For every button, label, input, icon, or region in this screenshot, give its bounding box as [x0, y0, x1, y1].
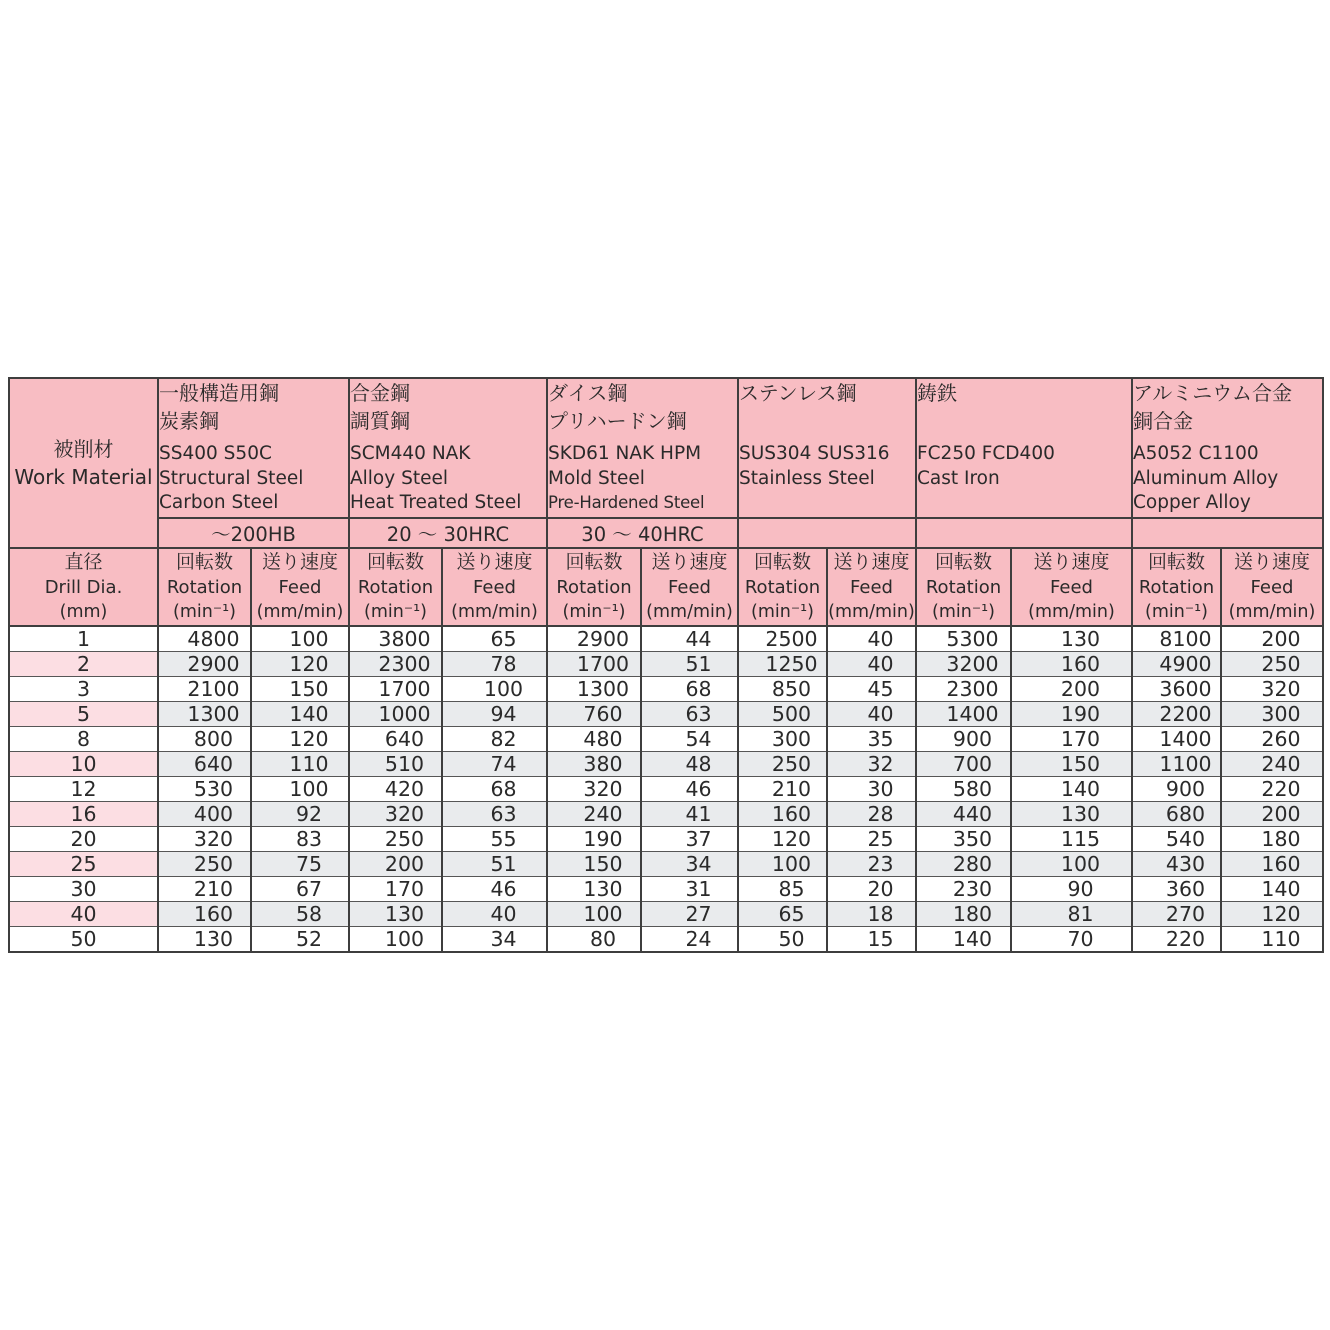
dia-header-unit: (mm) — [59, 601, 108, 622]
rotation-cell: 160 — [158, 902, 251, 927]
rotation-header-jp: 回転数 — [934, 550, 992, 573]
feed-cell: 68 — [442, 777, 547, 802]
material-header-cell — [738, 378, 916, 518]
material-name-en2: Copper Alloy — [1133, 492, 1251, 513]
material-header-cell — [547, 378, 738, 518]
feed-cell: 115 — [1011, 827, 1132, 852]
rotation-cell: 2300 — [349, 652, 442, 677]
material-codes: SUS304 SUS316 — [739, 443, 890, 464]
rotation-column-header — [547, 548, 641, 626]
rotation-cell: 140 — [916, 927, 1011, 953]
material-name-en: Alloy Steel — [350, 467, 448, 489]
feed-header-en: Feed — [850, 576, 893, 598]
table-row — [9, 777, 1323, 802]
feed-cell: 100 — [251, 626, 349, 652]
rotation-cell: 440 — [916, 802, 1011, 827]
rotation-cell: 2500 — [738, 626, 827, 652]
material-name-jp: ステンレス鋼 — [739, 381, 857, 405]
feed-header-unit: (mm/min) — [451, 601, 538, 622]
material-header-cell — [158, 378, 349, 518]
table-row — [9, 727, 1323, 752]
material-jp-block — [548, 379, 737, 442]
rotation-cell: 120 — [738, 827, 827, 852]
feed-header-en: Feed — [278, 576, 322, 598]
material-name-en2: Pre-Hardened Steel — [548, 493, 705, 512]
material-name-jp: 一般構造用鋼 — [159, 381, 279, 405]
material-header-cell — [916, 378, 1132, 518]
rotation-cell: 3800 — [349, 626, 442, 652]
feed-cell: 51 — [641, 652, 738, 677]
feed-cell: 70 — [1011, 927, 1132, 953]
material-name-jp: アルミニウム合金 — [1133, 381, 1292, 405]
rotation-cell: 8100 — [1132, 626, 1221, 652]
feed-cell: 65 — [442, 626, 547, 652]
feed-cell: 180 — [1221, 827, 1323, 852]
hardness-cell: 30 ～ 40HRC — [547, 518, 738, 548]
rotation-cell: 700 — [916, 752, 1011, 777]
rotation-cell: 500 — [738, 702, 827, 727]
feed-cell: 52 — [251, 927, 349, 953]
table-row — [9, 852, 1323, 877]
feed-cell: 220 — [1221, 777, 1323, 802]
material-codes: SKD61 NAK HPM — [548, 443, 702, 464]
material-name-jp: ダイス鋼 — [548, 381, 628, 405]
feed-cell: 200 — [1221, 802, 1323, 827]
material-jp-block — [159, 379, 348, 442]
table-row — [9, 827, 1323, 852]
feed-cell: 67 — [251, 877, 349, 902]
rotation-cell: 640 — [158, 752, 251, 777]
rotation-cell: 580 — [916, 777, 1011, 802]
table-row — [9, 902, 1323, 927]
feed-header-jp: 送り速度 — [456, 550, 533, 573]
feed-column-header — [251, 548, 349, 626]
table-row — [9, 626, 1323, 652]
rotation-cell: 250 — [349, 827, 442, 852]
feed-cell: 300 — [1221, 702, 1323, 727]
feed-cell: 150 — [251, 677, 349, 702]
rotation-column-header — [1132, 548, 1221, 626]
rotation-cell: 680 — [1132, 802, 1221, 827]
rotation-cell: 320 — [349, 802, 442, 827]
feed-cell: 40 — [827, 626, 916, 652]
table-container — [8, 377, 1324, 953]
feed-cell: 48 — [641, 752, 738, 777]
drill-dia-cell: 25 — [9, 852, 158, 877]
rotation-cell: 540 — [1132, 827, 1221, 852]
feed-cell: 100 — [1011, 852, 1132, 877]
rotation-cell: 250 — [158, 852, 251, 877]
rotation-header-jp: 回転数 — [565, 550, 623, 573]
hardness-cell: ～200HB — [158, 518, 349, 548]
feed-cell: 35 — [827, 727, 916, 752]
material-name-jp2: 炭素鋼 — [159, 409, 219, 433]
feed-cell: 51 — [442, 852, 547, 877]
drill-dia-cell: 3 — [9, 677, 158, 702]
feed-cell: 45 — [827, 677, 916, 702]
rotation-header-unit: (min⁻¹) — [364, 601, 427, 622]
feed-cell: 32 — [827, 752, 916, 777]
rotation-header-unit: (min⁻¹) — [932, 601, 995, 622]
feed-cell: 130 — [1011, 626, 1132, 652]
rotation-cell: 320 — [547, 777, 641, 802]
rotation-cell: 210 — [738, 777, 827, 802]
table-row — [9, 702, 1323, 727]
rotation-cell: 1250 — [738, 652, 827, 677]
rotation-header-unit: (min⁻¹) — [562, 601, 626, 622]
feed-cell: 28 — [827, 802, 916, 827]
rotation-header-en: Rotation — [556, 576, 632, 598]
drill-dia-cell: 40 — [9, 902, 158, 927]
feed-cell: 34 — [641, 852, 738, 877]
rotation-header-unit: (min⁻¹) — [173, 601, 236, 622]
feed-cell: 90 — [1011, 877, 1132, 902]
material-jp-block — [739, 379, 915, 442]
rotation-cell: 2200 — [1132, 702, 1221, 727]
feed-cell: 320 — [1221, 677, 1323, 702]
feed-header-en: Feed — [668, 576, 711, 598]
rotation-cell: 400 — [158, 802, 251, 827]
feed-cell: 83 — [251, 827, 349, 852]
feed-cell: 81 — [1011, 902, 1132, 927]
feed-header-unit: (mm/min) — [1228, 601, 1316, 622]
feed-header-jp: 送り速度 — [1233, 550, 1310, 573]
feed-cell: 240 — [1221, 752, 1323, 777]
material-name-en: Aluminum Alloy — [1133, 467, 1279, 489]
feed-header-jp: 送り速度 — [1033, 550, 1110, 573]
material-name-en: Mold Steel — [548, 467, 645, 489]
machining-conditions-table — [8, 377, 1324, 953]
material-name-en2: Carbon Steel — [159, 492, 279, 513]
rotation-header-jp: 回転数 — [753, 550, 811, 573]
rotation-cell: 170 — [349, 877, 442, 902]
rotation-cell: 1100 — [1132, 752, 1221, 777]
rotation-cell: 4900 — [1132, 652, 1221, 677]
drill-dia-cell: 12 — [9, 777, 158, 802]
feed-cell: 55 — [442, 827, 547, 852]
feed-cell: 75 — [251, 852, 349, 877]
rotation-cell: 200 — [349, 852, 442, 877]
rotation-cell: 100 — [349, 927, 442, 953]
rotation-header-en: Rotation — [166, 576, 243, 598]
rotation-cell: 65 — [738, 902, 827, 927]
rotation-cell: 800 — [158, 727, 251, 752]
material-name-jp: 合金鋼 — [350, 381, 410, 405]
rotation-cell: 1000 — [349, 702, 442, 727]
hardness-row — [9, 518, 1323, 548]
rotation-cell: 1400 — [916, 702, 1011, 727]
rotation-header-jp: 回転数 — [366, 550, 424, 573]
drill-dia-cell: 2 — [9, 652, 158, 677]
feed-cell: 46 — [442, 877, 547, 902]
feed-cell: 170 — [1011, 727, 1132, 752]
feed-cell: 130 — [1011, 802, 1132, 827]
feed-header-unit: (mm/min) — [256, 601, 344, 622]
drill-dia-cell: 5 — [9, 702, 158, 727]
feed-cell: 27 — [641, 902, 738, 927]
rotation-cell: 2300 — [916, 677, 1011, 702]
feed-cell: 63 — [442, 802, 547, 827]
feed-header-en: Feed — [1050, 576, 1093, 598]
rotation-cell: 1300 — [158, 702, 251, 727]
drill-dia-cell: 20 — [9, 827, 158, 852]
table-row — [9, 677, 1323, 702]
hardness-cell: 20 ～ 30HRC — [349, 518, 547, 548]
rotation-cell: 2100 — [158, 677, 251, 702]
feed-cell: 30 — [827, 777, 916, 802]
rotation-column-header — [916, 548, 1011, 626]
rotation-cell: 160 — [738, 802, 827, 827]
hardness-cell — [738, 518, 916, 548]
material-codes: SCM440 NAK — [350, 443, 471, 464]
rotation-cell: 510 — [349, 752, 442, 777]
material-header-cell — [1132, 378, 1323, 518]
feed-cell: 40 — [827, 702, 916, 727]
feed-cell: 120 — [251, 727, 349, 752]
feed-cell: 160 — [1221, 852, 1323, 877]
feed-cell: 15 — [827, 927, 916, 953]
table-row — [9, 752, 1323, 777]
feed-cell: 18 — [827, 902, 916, 927]
rotation-cell: 100 — [738, 852, 827, 877]
drill-dia-cell: 1 — [9, 626, 158, 652]
table-row — [9, 927, 1323, 953]
rotation-cell: 2900 — [547, 626, 641, 652]
rotation-cell: 1400 — [1132, 727, 1221, 752]
rotation-cell: 350 — [916, 827, 1011, 852]
feed-cell: 74 — [442, 752, 547, 777]
rotation-cell: 900 — [1132, 777, 1221, 802]
material-name-en: Stainless Steel — [739, 467, 875, 489]
rotation-cell: 1700 — [349, 677, 442, 702]
feed-cell: 54 — [641, 727, 738, 752]
rotation-cell: 760 — [547, 702, 641, 727]
feed-header-en: Feed — [1250, 576, 1294, 598]
feed-header-jp: 送り速度 — [651, 550, 728, 573]
feed-header-jp: 送り速度 — [833, 550, 910, 573]
work-material-label-en: Work Material — [14, 465, 153, 489]
work-material-header-cell — [9, 378, 158, 548]
rotation-column-header — [738, 548, 827, 626]
feed-cell: 260 — [1221, 727, 1323, 752]
feed-cell: 40 — [442, 902, 547, 927]
drill-dia-cell: 16 — [9, 802, 158, 827]
rotation-header-jp: 回転数 — [1147, 550, 1205, 573]
rotation-cell: 430 — [1132, 852, 1221, 877]
feed-column-header — [827, 548, 916, 626]
rotation-header-en: Rotation — [357, 576, 434, 598]
feed-cell: 100 — [442, 677, 547, 702]
feed-cell: 82 — [442, 727, 547, 752]
rotation-cell: 530 — [158, 777, 251, 802]
feed-cell: 23 — [827, 852, 916, 877]
rotation-cell: 80 — [547, 927, 641, 953]
rotation-cell: 2900 — [158, 652, 251, 677]
rotation-cell: 270 — [1132, 902, 1221, 927]
feed-cell: 100 — [251, 777, 349, 802]
feed-column-header — [1011, 548, 1132, 626]
dia-header-jp: 直径 — [64, 550, 103, 573]
rotation-cell: 320 — [158, 827, 251, 852]
material-name-en2: Heat Treated Steel — [350, 492, 522, 513]
feed-cell: 250 — [1221, 652, 1323, 677]
rotation-header-en: Rotation — [925, 576, 1002, 598]
feed-header-unit: (mm/min) — [828, 601, 915, 622]
feed-column-header — [1221, 548, 1323, 626]
feed-cell: 40 — [827, 652, 916, 677]
drill-dia-cell: 30 — [9, 877, 158, 902]
material-name-jp2: 銅合金 — [1133, 409, 1193, 433]
rotation-cell: 1700 — [547, 652, 641, 677]
feed-cell: 110 — [251, 752, 349, 777]
rotation-cell: 130 — [349, 902, 442, 927]
rotation-cell: 3200 — [916, 652, 1011, 677]
rotation-cell: 420 — [349, 777, 442, 802]
rotation-cell: 280 — [916, 852, 1011, 877]
table-row — [9, 802, 1323, 827]
drill-dia-cell: 50 — [9, 927, 158, 953]
material-name-jp2: プリハードン鋼 — [548, 409, 687, 433]
drill-dia-cell: 10 — [9, 752, 158, 777]
rotation-cell: 230 — [916, 877, 1011, 902]
feed-cell: 46 — [641, 777, 738, 802]
rotation-header-unit: (min⁻¹) — [1145, 601, 1208, 622]
material-codes: FC250 FCD400 — [917, 443, 1055, 464]
dia-header-en: Drill Dia. — [44, 576, 123, 598]
rotation-cell: 480 — [547, 727, 641, 752]
drill-dia-cell: 8 — [9, 727, 158, 752]
hardness-cell — [1132, 518, 1323, 548]
feed-cell: 190 — [1011, 702, 1132, 727]
feed-column-header — [641, 548, 738, 626]
material-jp-block — [350, 379, 546, 442]
rotation-header-en: Rotation — [1138, 576, 1215, 598]
work-material-label-jp: 被削材 — [53, 437, 114, 461]
feed-cell: 140 — [251, 702, 349, 727]
feed-cell: 58 — [251, 902, 349, 927]
table-row — [9, 652, 1323, 677]
feed-cell: 160 — [1011, 652, 1132, 677]
rotation-column-header — [158, 548, 251, 626]
feed-cell: 140 — [1011, 777, 1132, 802]
feed-cell: 68 — [641, 677, 738, 702]
dia-column-header — [9, 548, 158, 626]
feed-cell: 44 — [641, 626, 738, 652]
rotation-cell: 130 — [158, 927, 251, 953]
material-jp-block — [917, 379, 1131, 442]
feed-cell: 140 — [1221, 877, 1323, 902]
rotation-cell: 50 — [738, 927, 827, 953]
material-name-jp: 鋳鉄 — [917, 381, 957, 405]
column-header-row — [9, 548, 1323, 626]
feed-header-jp: 送り速度 — [261, 550, 338, 573]
feed-cell: 20 — [827, 877, 916, 902]
material-codes: A5052 C1100 — [1133, 443, 1259, 464]
feed-cell: 41 — [641, 802, 738, 827]
feed-cell: 63 — [641, 702, 738, 727]
feed-cell: 150 — [1011, 752, 1132, 777]
rotation-header-en: Rotation — [744, 576, 821, 598]
rotation-cell: 640 — [349, 727, 442, 752]
rotation-cell: 240 — [547, 802, 641, 827]
feed-cell: 92 — [251, 802, 349, 827]
rotation-cell: 85 — [738, 877, 827, 902]
rotation-cell: 850 — [738, 677, 827, 702]
rotation-cell: 250 — [738, 752, 827, 777]
rotation-cell: 130 — [547, 877, 641, 902]
rotation-cell: 4800 — [158, 626, 251, 652]
feed-header-unit: (mm/min) — [646, 601, 733, 622]
rotation-cell: 210 — [158, 877, 251, 902]
feed-cell: 31 — [641, 877, 738, 902]
rotation-cell: 220 — [1132, 927, 1221, 953]
feed-header-en: Feed — [473, 576, 516, 598]
material-header-cell — [349, 378, 547, 518]
data-rows — [9, 626, 1323, 952]
rotation-cell: 5300 — [916, 626, 1011, 652]
rotation-header-jp: 回転数 — [175, 550, 233, 573]
feed-cell: 25 — [827, 827, 916, 852]
feed-cell: 120 — [251, 652, 349, 677]
rotation-cell: 900 — [916, 727, 1011, 752]
material-name-en: Structural Steel — [159, 467, 304, 489]
rotation-cell: 100 — [547, 902, 641, 927]
rotation-header-unit: (min⁻¹) — [751, 601, 814, 622]
rotation-column-header — [349, 548, 442, 626]
hardness-cell — [916, 518, 1132, 548]
feed-cell: 120 — [1221, 902, 1323, 927]
rotation-cell: 380 — [547, 752, 641, 777]
rotation-cell: 360 — [1132, 877, 1221, 902]
rotation-cell: 150 — [547, 852, 641, 877]
feed-cell: 200 — [1221, 626, 1323, 652]
material-header-row — [9, 378, 1323, 518]
rotation-cell: 180 — [916, 902, 1011, 927]
table-row — [9, 877, 1323, 902]
feed-cell: 34 — [442, 927, 547, 953]
rotation-cell: 3600 — [1132, 677, 1221, 702]
material-name-jp2: 調質鋼 — [350, 409, 410, 433]
feed-column-header — [442, 548, 547, 626]
feed-cell: 24 — [641, 927, 738, 953]
feed-cell: 110 — [1221, 927, 1323, 953]
feed-cell: 37 — [641, 827, 738, 852]
material-jp-block — [1133, 379, 1322, 442]
feed-header-unit: (mm/min) — [1028, 601, 1115, 622]
rotation-cell: 190 — [547, 827, 641, 852]
feed-cell: 78 — [442, 652, 547, 677]
rotation-cell: 300 — [738, 727, 827, 752]
material-codes: SS400 S50C — [159, 443, 272, 464]
feed-cell: 94 — [442, 702, 547, 727]
feed-cell: 200 — [1011, 677, 1132, 702]
rotation-cell: 1300 — [547, 677, 641, 702]
material-name-en: Cast Iron — [917, 467, 1000, 489]
